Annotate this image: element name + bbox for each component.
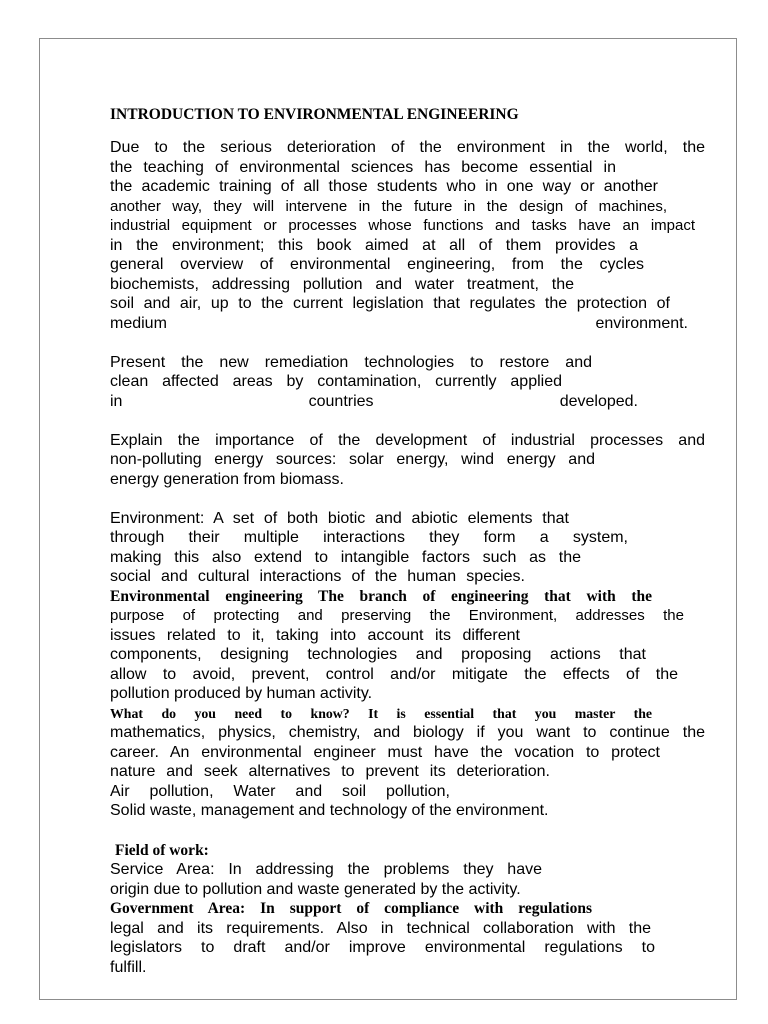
text-line: components, designing technologies and proposing actions that xyxy=(110,646,646,663)
section-heading-government-area: Government Area: In support of compliance with regulations xyxy=(110,900,592,917)
text-line: origin due to pollution and waste generated by the activity. xyxy=(110,880,521,898)
section-heading-environmental-engineering: Environmental engineering The branch of engineering that with the xyxy=(110,587,652,605)
text-line: soil and air, up to the current legislation that regulates the protection of xyxy=(110,295,670,312)
text-line: non-polluting energy sources: solar energy, wind energy and xyxy=(110,451,595,468)
text-line: Service Area: In addressing the problems they have xyxy=(110,861,542,878)
text-line: in the environment; this book aimed at all of them provides a xyxy=(110,236,638,254)
text-line: energy generation from biomass. xyxy=(110,470,344,488)
text-line: fulfill. xyxy=(110,958,147,976)
text-line: another way, they will intervene in the future in the design of machines, xyxy=(110,197,667,215)
text-line: biochemists, addressing pollution and water treatment, the xyxy=(110,275,574,293)
document-page xyxy=(39,38,737,1000)
text-line: pollution produced by human activity. xyxy=(110,685,373,702)
text-line: industrial equipment or processes whose functions and tasks have an impact xyxy=(110,217,695,234)
text-line: legislators to draft and/or improve environmental regulations to xyxy=(110,939,655,956)
text-line: mathematics, physics, chemistry, and biology if you want to continue the xyxy=(110,724,705,741)
text-line: allow to avoid, prevent, control and/or mitigate the effects of the xyxy=(110,665,678,683)
text-line: making this also extend to intangible factors such as the xyxy=(110,548,581,566)
text-line: issues related to it, taking into account its different xyxy=(110,626,520,644)
text-line: through their multiple interactions they form a system, xyxy=(110,529,628,546)
section-heading-field-of-work: Field of work: xyxy=(115,841,209,859)
text-line: the teaching of environmental sciences has become essential in xyxy=(110,158,616,176)
text-line: nature and seek alternatives to prevent its deterioration. xyxy=(110,763,550,780)
text-line: Air pollution, Water and soil pollution, xyxy=(110,782,450,800)
text-line: career. An environmental engineer must have the vocation to protect xyxy=(110,743,660,761)
text-line: Solid waste, management and technology of the environment. xyxy=(110,802,549,819)
text-line: clean affected areas by contamination, currently applied xyxy=(110,373,562,390)
document-title: INTRODUCTION TO ENVIRONMENTAL ENGINEERING xyxy=(110,106,519,123)
text-line: in countries developed. xyxy=(110,392,638,410)
text-line: purpose of protecting and preserving the Environment, addresses the xyxy=(110,607,684,624)
text-line: social and cultural interactions of the human species. xyxy=(110,568,525,585)
text-line: Explain the importance of the development of industrial processes and xyxy=(110,431,705,449)
text-line: legal and its requirements. Also in technical collaboration with the xyxy=(110,919,651,937)
document-body xyxy=(110,105,705,977)
text-line: Environment: A set of both biotic and abiotic elements that xyxy=(110,509,569,527)
text-line: Due to the serious deterioration of the environment in the world, the xyxy=(110,139,705,156)
text-line: general overview of environmental engineering, from the cycles xyxy=(110,256,644,273)
text-line: medium environment. xyxy=(110,314,688,332)
section-heading-need-to-know: What do you need to know? It is essential that you master the xyxy=(110,705,652,721)
text-line: Present the new remediation technologies to restore and xyxy=(110,353,592,371)
text-line: the academic training of all those students who in one way or another xyxy=(110,178,658,195)
